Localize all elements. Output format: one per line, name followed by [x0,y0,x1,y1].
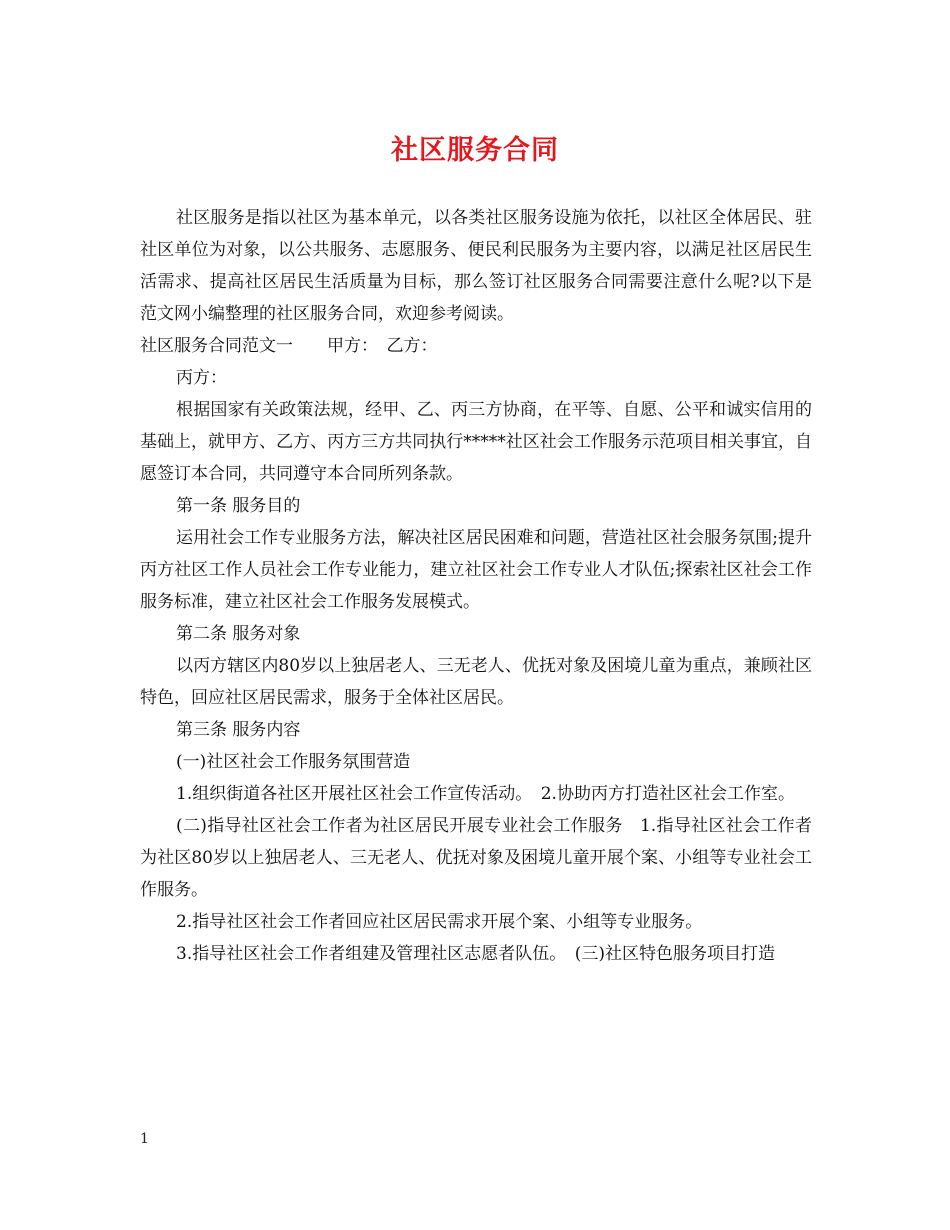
paragraph: 2.指导社区社会工作者回应社区居民需求开展个案、小组等专业服务。 [176,912,703,932]
document-body [140,202,812,970]
paragraph: 第一条 服务目的 [176,496,301,516]
paragraph: (一)社区社会工作服务氛围营造 [176,752,411,772]
paragraph: 1.组织街道各社区开展社区社会工作宣传活动。 2.协助丙方打造社区社会工作室。 [176,784,795,804]
paragraph: 以丙方辖区内80岁以上独居老人、三无老人、优抚对象及困境儿童为重点，兼顾社区特色，回应社区居民需求，服务于全体社区居民。 [140,656,812,708]
page-number: 1 [140,1131,149,1147]
paragraph: 3.指导社区社会工作者组建及管理社区志愿者队伍。 (三)社区特色服务项目打造 [176,944,775,964]
paragraph: 社区服务是指以社区为基本单元，以各类社区服务设施为依托，以社区全体居民、驻社区单位为对象，以公共服务、志愿服务、便民利民服务为主要内容，以满足社区居民生活需求、提高社区居民生活质量为目标，那么签订社区服务合同需要注意什么呢?以下是范文网小编整理的社区服务合同，欢迎参考阅读。 [140,208,812,324]
paragraph: 根据国家有关政策法规，经甲、乙、丙三方协商，在平等、自愿、公平和诚实信用的基础上，就甲方、乙方、丙方三方共同执行*****社区社会工作服务示范项目相关事宜，自愿签订本合同，共同遵守本合同所列条款。 [140,400,812,484]
paragraph: 运用社会工作专业服务方法，解决社区居民困难和问题，营造社区社会服务氛围;提升丙方社区工作人员社会工作专业能力，建立社区社会工作专业人才队伍;探索社区社会工作服务标准，建立社区社会工作服务发展模式。 [140,528,812,612]
document-title: 社区服务合同 [391,135,559,166]
paragraph: 第三条 服务内容 [176,720,301,740]
paragraph: 社区服务合同范文一 甲方： 乙方： [140,336,438,356]
paragraph: 丙方： [176,368,227,388]
paragraph: (二)指导社区社会工作者为社区居民开展专业社会工作服务 1.指导社区社会工作者为社区80岁以上独居老人、三无老人、优抚对象及困境儿童开展个案、小组等专业社会工作服务。 [140,816,812,900]
paragraph: 第二条 服务对象 [176,624,301,644]
